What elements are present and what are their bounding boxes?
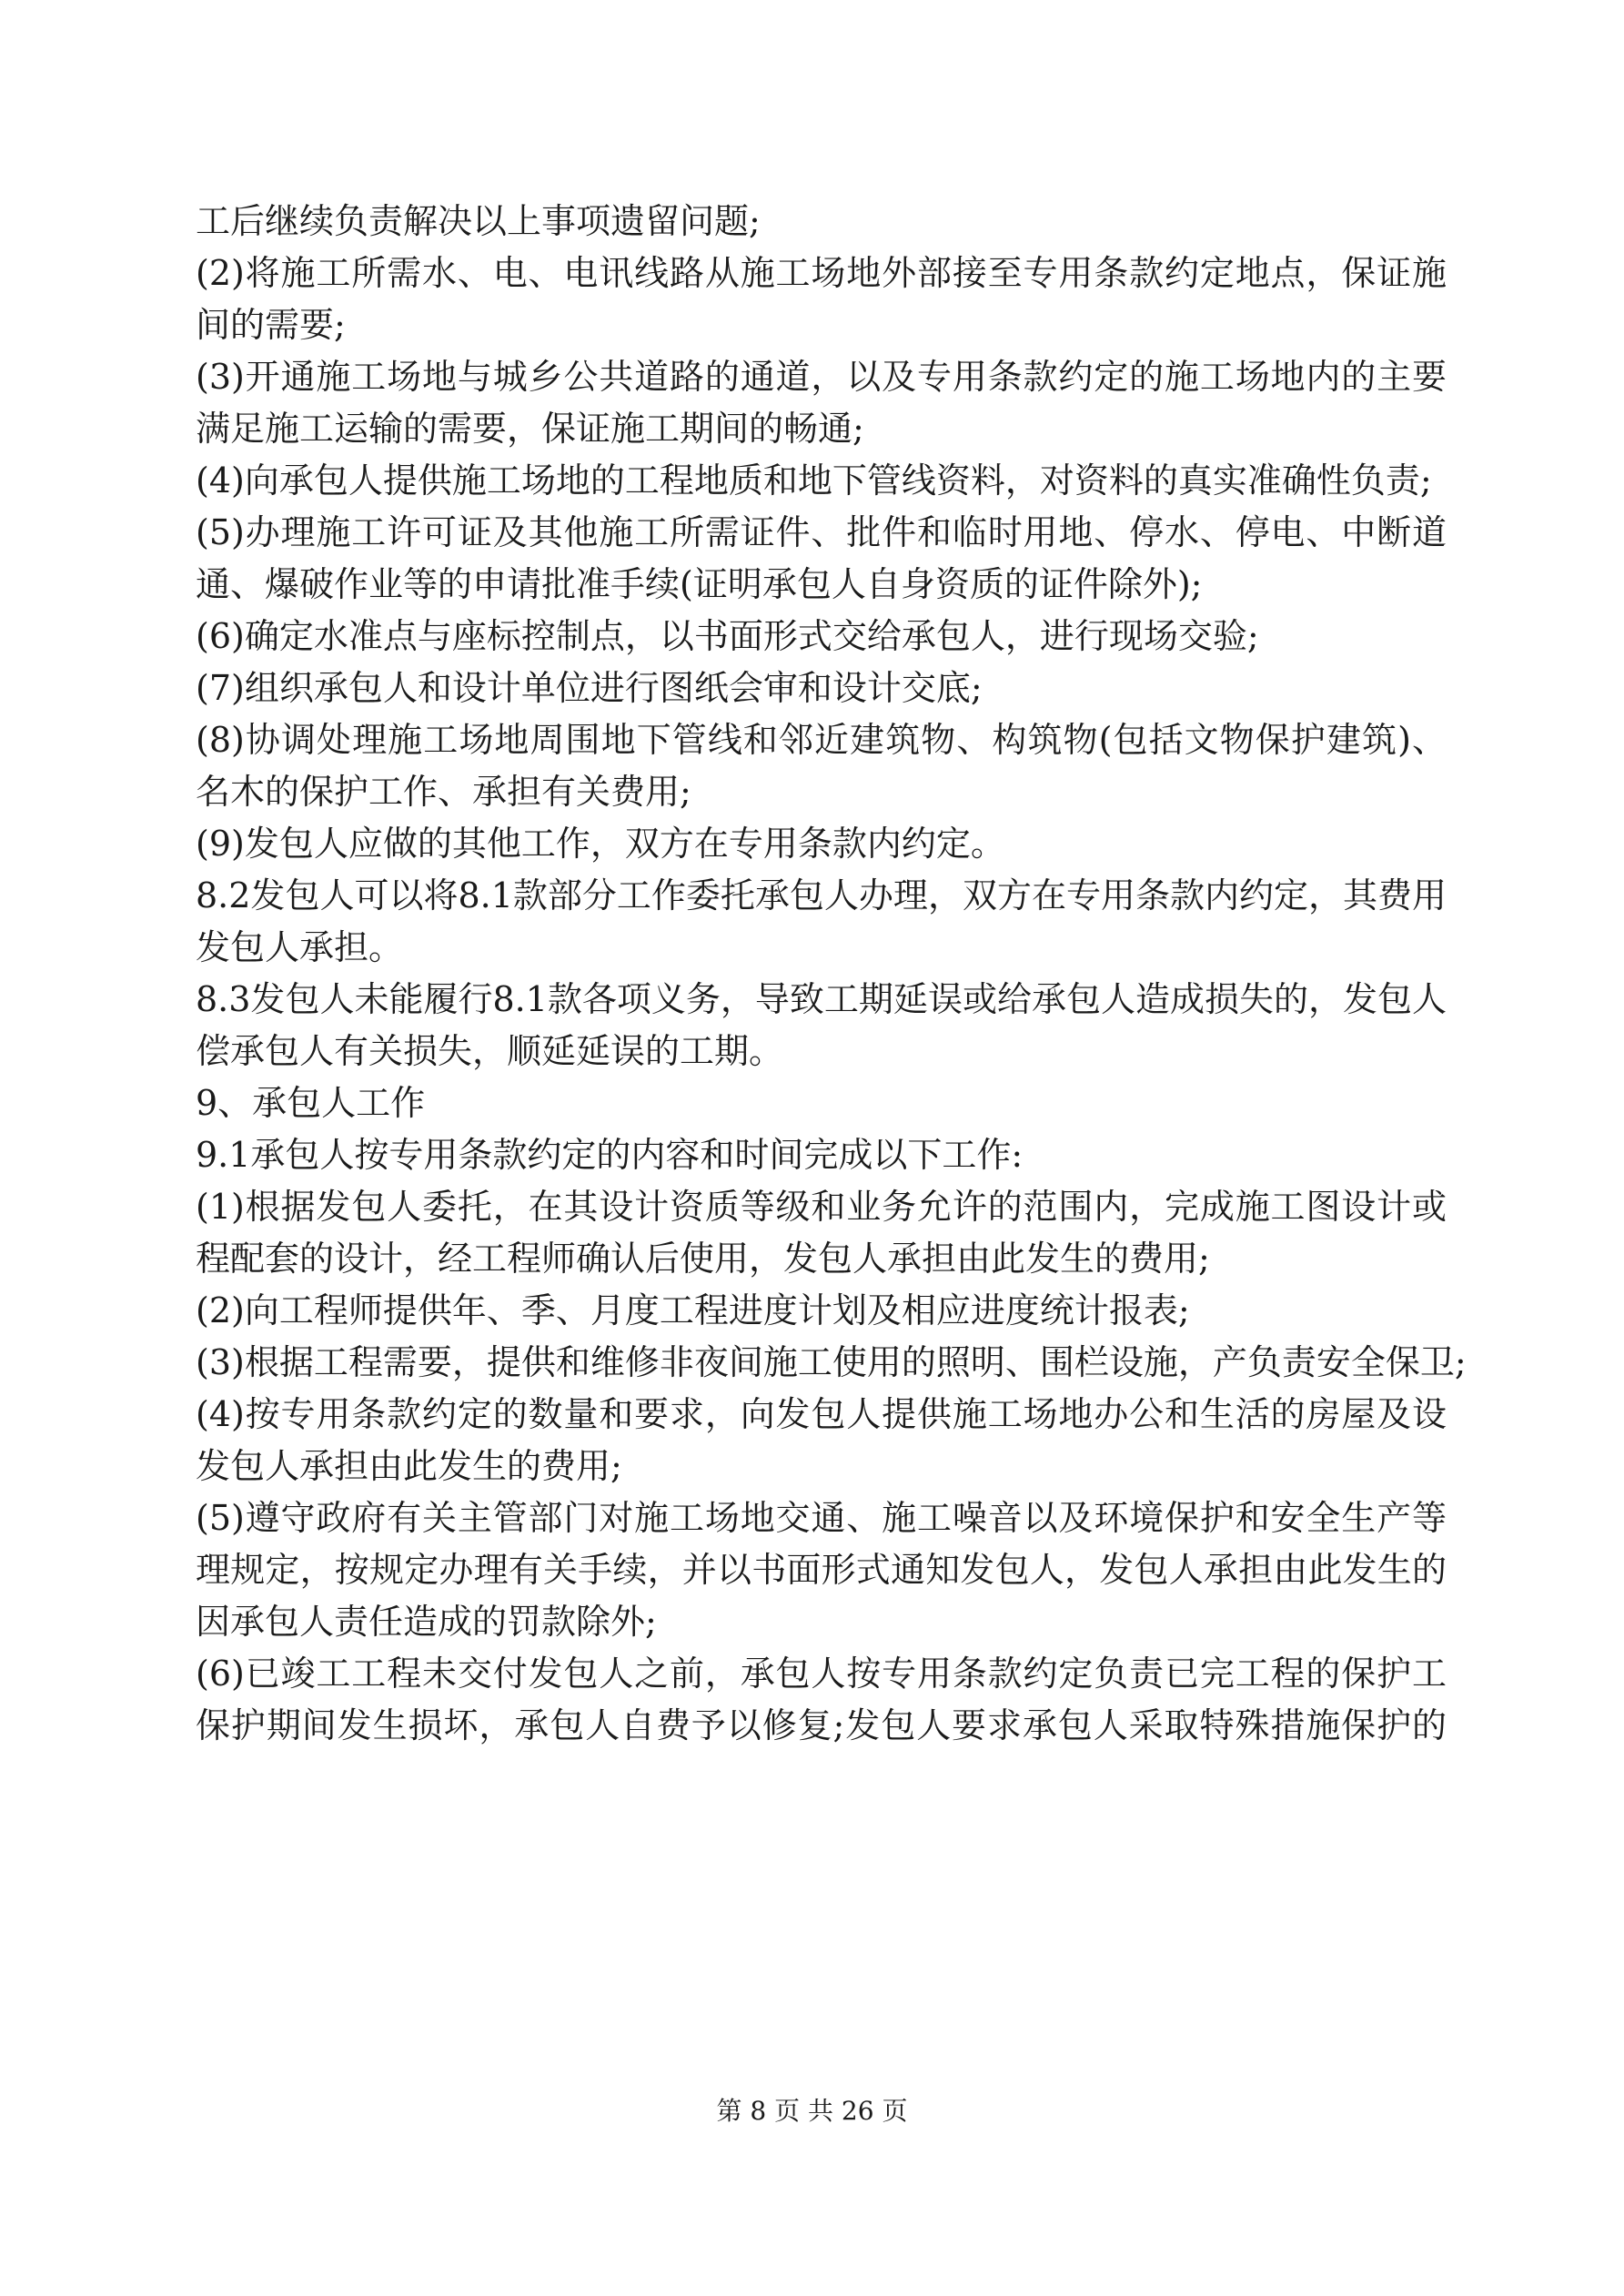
- text-line: 发包人承担由此发生的费用;: [196, 1446, 622, 1486]
- text-line: (5)办理施工许可证及其他施工所需证件、批件和临时用地、停水、停电、中断道: [196, 512, 1447, 552]
- text-line: (2)向工程师提供年、季、月度工程进度计划及相应进度统计报表;: [196, 1290, 1190, 1330]
- page-number-footer: 第 8 页 共 26 页: [716, 2096, 908, 2126]
- section-heading: 9、承包人工作: [196, 1083, 426, 1123]
- text-line: (7)组织承包人和设计单位进行图纸会审和设计交底;: [196, 668, 983, 708]
- text-line: (6)确定水准点与座标控制点，以书面形式交给承包人，进行现场交验;: [196, 616, 1259, 656]
- text-line: (9)发包人应做的其他工作，双方在专用条款内约定。: [196, 824, 1005, 864]
- text-line: 偿承包人有关损失，顺延延误的工期。: [196, 1031, 784, 1071]
- text-line: (5)遵守政府有关主管部门对施工场地交通、施工噪音以及环境保护和安全生产等: [196, 1498, 1447, 1538]
- text-line: (8)协调处理施工场地周围地下管线和邻近建筑物、构筑物(包括文物保护建筑)、: [196, 720, 1447, 760]
- text-line: 满足施工运输的需要，保证施工期间的畅通;: [196, 409, 864, 449]
- text-line: 通、爆破作业等的申请批准手续(证明承包人自身资质的证件除外);: [196, 564, 1203, 604]
- text-line: 理规定，按规定办理有关手续，并以书面形式通知发包人，发包人承担由此发生的: [196, 1550, 1447, 1590]
- text-line: 间的需要;: [196, 305, 346, 345]
- text-line: 发包人承担。: [196, 927, 404, 967]
- text-line: (2)将施工所需水、电、电讯线路从施工场地外部接至专用条款约定地点，保证施: [196, 253, 1447, 293]
- text-line: (4)按专用条款约定的数量和要求，向发包人提供施工场地办公和生活的房屋及设: [196, 1394, 1447, 1434]
- text-line: (4)向承包人提供施工场地的工程地质和地下管线资料，对资料的真实准确性负责;: [196, 460, 1432, 501]
- text-line: (1)根据发包人委托，在其设计资质等级和业务允许的范围内，完成施工图设计或: [196, 1187, 1447, 1227]
- document-body: [196, 196, 1467, 1752]
- text-line: 8.2发包人可以将8.1款部分工作委托承包人办理，双方在专用条款内约定，其费用: [196, 875, 1447, 915]
- text-line: (3)开通施工场地与城乡公共道路的通道，以及专用条款约定的施工场地内的主要: [196, 357, 1447, 397]
- text-line: 保护期间发生损坏，承包人自费予以修复;发包人要求承包人采取特殊措施保护的: [196, 1705, 1447, 1745]
- text-line: 工后继续负责解决以上事项遗留问题;: [196, 201, 761, 241]
- text-line: 因承包人责任造成的罚款除外;: [196, 1602, 657, 1642]
- text-line: (6)已竣工工程未交付发包人之前，承包人按专用条款约定负责已完工程的保护工: [196, 1654, 1447, 1694]
- text-line: 名木的保护工作、承担有关费用;: [196, 772, 691, 812]
- text-line: 程配套的设计，经工程师确认后使用，发包人承担由此发生的费用;: [196, 1239, 1210, 1279]
- text-line: (3)根据工程需要，提供和维修非夜间施工使用的照明、围栏设施，产负责安全保卫;: [196, 1342, 1467, 1382]
- text-line: 8.3发包人未能履行8.1款各项义务，导致工期延误或给承包人造成损失的，发包人: [196, 979, 1447, 1019]
- text-line: 9.1承包人按专用条款约定的内容和时间完成以下工作:: [196, 1135, 1024, 1175]
